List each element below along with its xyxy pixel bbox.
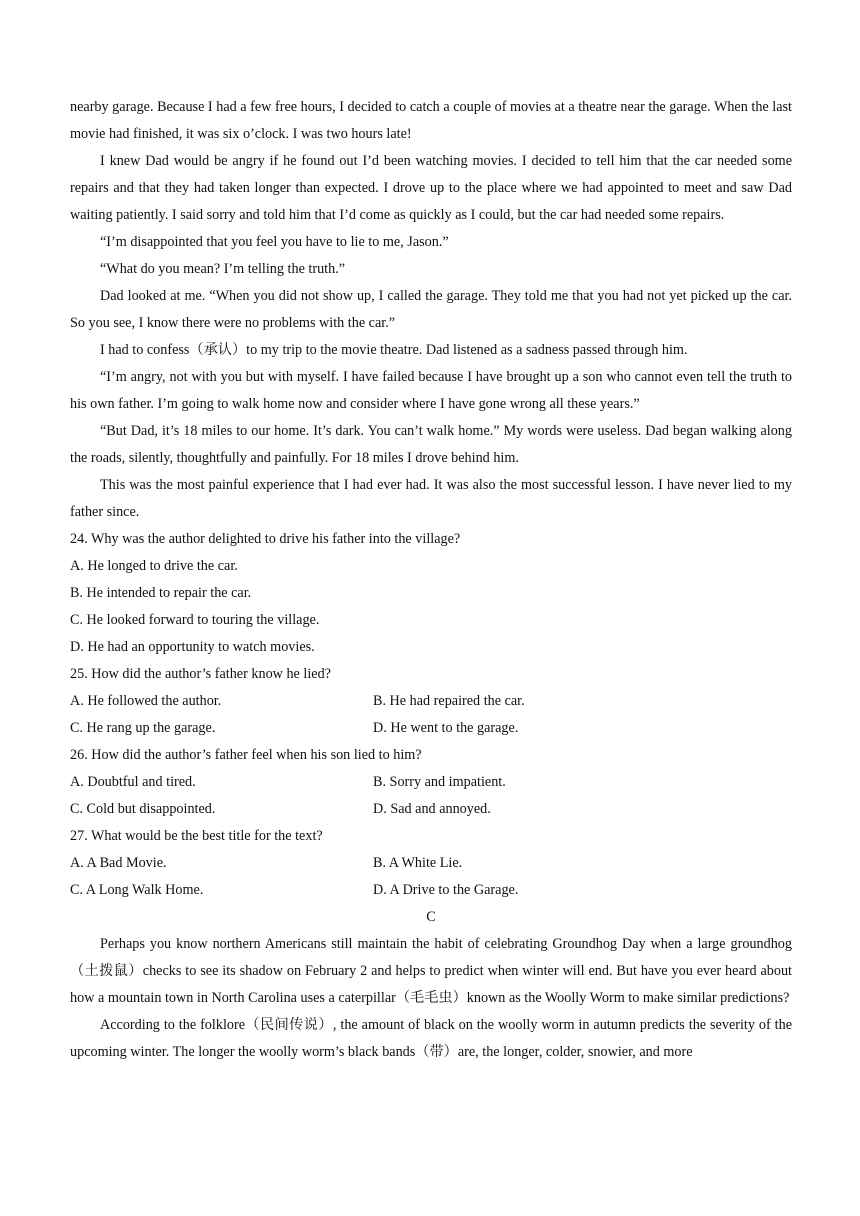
paragraph: I knew Dad would be angry if he found out I’d been watching movies. I decided to tell him that the car needed some repairs and that they had taken longer than expected. I drove up to the place where we had appointed to meet and saw Dad waiting patiently. I said sorry and told him that I’d come as quickly as I could, but the car had needed some repairs. [70,153,792,223]
answer-option-row [70,877,792,904]
answer-option-row [70,796,792,823]
answer-option-row [70,769,792,796]
answer-option-row [70,715,792,742]
answer-option: B. He intended to repair the car. [70,585,252,601]
answer-option: D. He had an opportunity to watch movies. [70,639,315,655]
answer-option: C. Cold but disappointed. [70,801,216,817]
answer-option: B. A White Lie. [373,855,463,871]
paragraph: Perhaps you know northern Americans still maintain the habit of celebrating Groundhog Day when a large groundhog（土拨鼠）checks to see its shadow on February 2 and helps to predict when winter will end. But have you ever heard about how a mountain town in North Carolina uses a caterpillar（毛毛虫）known as the Woolly Worm to make similar predictions? [70,936,792,1006]
answer-option: C. He looked forward to touring the village. [70,612,320,628]
answer-option: D. Sad and annoyed. [373,801,491,817]
question-stem: 27. What would be the best title for the text? [70,828,323,844]
question-24 [70,526,792,661]
paragraph: I had to confess（承认）to my trip to the movie theatre. Dad listened as a sadness passed through him. [100,342,688,358]
paragraph: nearby garage. Because I had a few free hours, I decided to catch a couple of movies at a theatre near the garage. When the last movie had finished, it was six o’clock. I was two hours late! [70,99,792,142]
paragraph: “I’m disappointed that you feel you have to lie to me, Jason.” [100,234,449,250]
paragraph: This was the most painful experience that I had ever had. It was also the most successful lesson. I have never lied to my father since. [70,477,792,520]
paragraph: “I’m angry, not with you but with myself. I have failed because I have brought up a son who cannot even tell the truth to his own father. I’m going to walk home now and consider where I have gone wrong all these years.” [70,369,792,412]
paragraph: “What do you mean? I’m telling the truth.” [100,261,346,277]
answer-option: D. He went to the garage. [373,720,519,736]
question-stem: 24. Why was the author delighted to drive his father into the village? [70,531,461,547]
answer-option: B. Sorry and impatient. [373,774,506,790]
question-26 [70,742,792,823]
section-heading: C [426,909,436,925]
question-27 [70,823,792,904]
question-25 [70,661,792,742]
answer-option-row [70,850,792,877]
question-stem: 26. How did the author’s father feel when his son lied to him? [70,747,422,763]
answer-option: C. He rang up the garage. [70,720,216,736]
answer-option: D. A Drive to the Garage. [373,882,519,898]
paragraph: Dad looked at me. “When you did not show up, I called the garage. They told me that you had not yet picked up the car. So you see, I know there were no problems with the car.” [70,288,792,331]
answer-option: A. A Bad Movie. [70,855,167,871]
answer-option: A. He longed to drive the car. [70,558,238,574]
answer-option: C. A Long Walk Home. [70,882,204,898]
paragraph: “But Dad, it’s 18 miles to our home. It’s dark. You can’t walk home.” My words were useless. Dad began walking along the roads, silently, thoughtfully and painfully. For 18 miles I drove behind him. [70,423,792,466]
passage-c [70,931,792,1066]
answer-option-row [70,688,792,715]
question-stem: 25. How did the author’s father know he lied? [70,666,331,682]
answer-option: A. He followed the author. [70,693,222,709]
answer-option: B. He had repaired the car. [373,693,525,709]
answer-option: A. Doubtful and tired. [70,774,196,790]
passage-b [70,94,792,526]
document-page [70,94,792,1066]
paragraph: According to the folklore（民间传说）, the amount of black on the woolly worm in autumn predicts the severity of the upcoming winter. The longer the woolly worm’s black bands（带）are, the longer, colder, snowier, and more [70,1017,792,1060]
